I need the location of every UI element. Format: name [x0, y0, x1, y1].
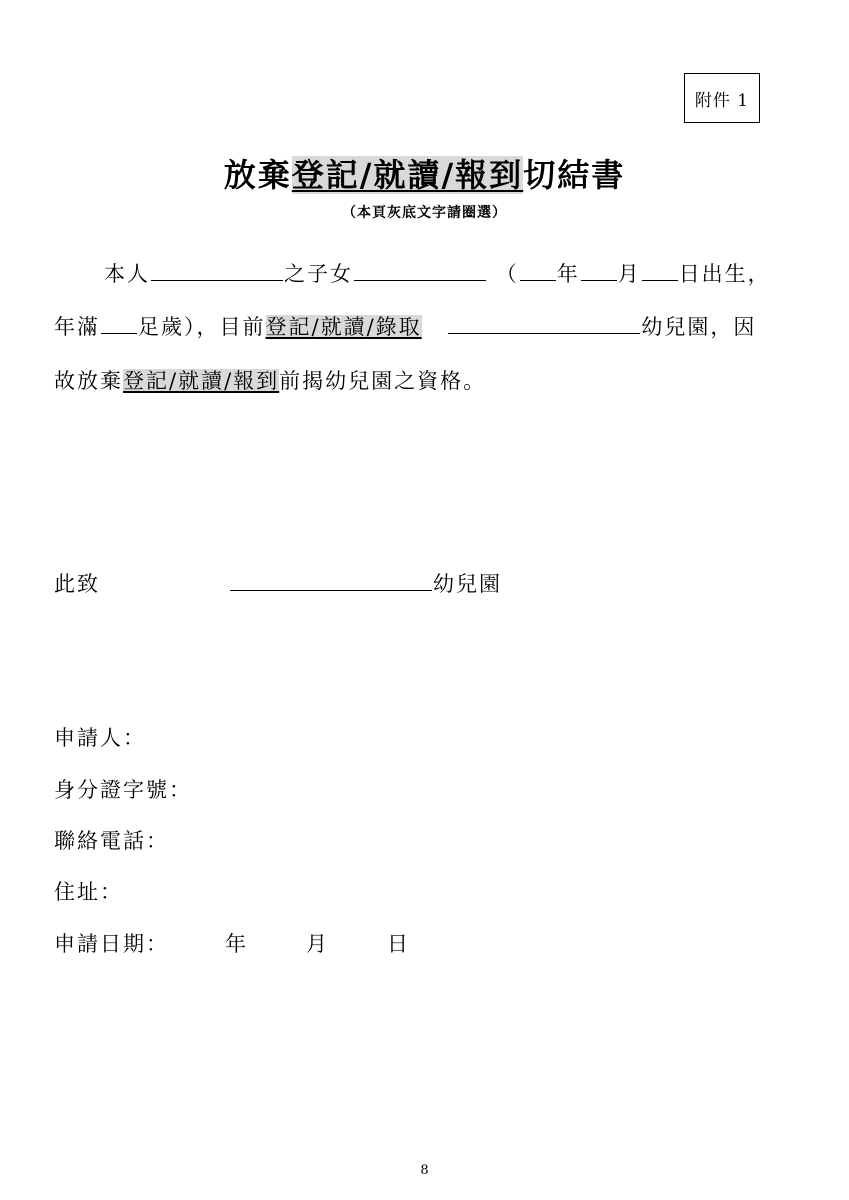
body-line-1	[104, 258, 771, 288]
text-year: 年	[556, 262, 580, 286]
body-line-2	[54, 311, 756, 341]
application-date-field	[54, 928, 410, 958]
document-title	[0, 150, 849, 196]
text-open-paren: （	[495, 262, 519, 286]
text-child-of: 之子女	[284, 262, 353, 286]
subtitle-note: （本頁灰底文字請圈選）	[342, 205, 507, 221]
text-kindergarten-because: 幼兒園，因	[641, 315, 757, 339]
text-qualification: 前揭幼兒園之資格。	[279, 369, 487, 393]
text-month: 月	[617, 262, 641, 286]
title-prefix: 放棄	[223, 156, 292, 194]
birth-month-blank[interactable]	[581, 262, 617, 281]
applicant-field: 申請人：	[54, 726, 146, 750]
parent-name-blank[interactable]	[151, 262, 283, 281]
text-therefore-give-up: 故放棄	[54, 369, 123, 393]
title-highlight: 登記/就讀/報到	[291, 156, 524, 194]
addressee-label: 此致	[54, 572, 100, 596]
date-month: 月	[306, 932, 329, 956]
text-age-currently: 足歲），目前	[138, 315, 266, 339]
addressee-kindergarten-blank[interactable]	[230, 572, 432, 591]
age-blank[interactable]	[101, 315, 137, 334]
address-field: 住址：	[54, 880, 123, 904]
kindergarten-name-blank[interactable]	[448, 315, 640, 334]
body-line-3	[54, 365, 486, 395]
birth-year-blank[interactable]	[520, 262, 556, 281]
giveup-circle-choice[interactable]: 登記/就讀/報到	[123, 369, 280, 393]
date-year: 年	[225, 932, 248, 956]
date-label: 申請日期：	[54, 932, 169, 956]
page-number: 8	[420, 1163, 429, 1178]
id-number-field: 身分證字號：	[54, 778, 192, 802]
text-age-full: 年滿	[54, 315, 100, 339]
status-circle-choice[interactable]: 登記/就讀/錄取	[265, 315, 422, 339]
addressee-suffix: 幼兒園	[433, 572, 502, 596]
text-born: 日出生，	[678, 262, 771, 286]
addressee-line	[54, 568, 502, 598]
title-suffix: 切結書	[523, 156, 626, 194]
phone-field: 聯絡電話：	[54, 829, 169, 853]
date-day: 日	[387, 932, 410, 956]
attachment-label: 附件 1	[684, 73, 760, 123]
text-self: 本人	[104, 262, 150, 286]
child-name-blank[interactable]	[354, 262, 486, 281]
birth-day-blank[interactable]	[642, 262, 678, 281]
